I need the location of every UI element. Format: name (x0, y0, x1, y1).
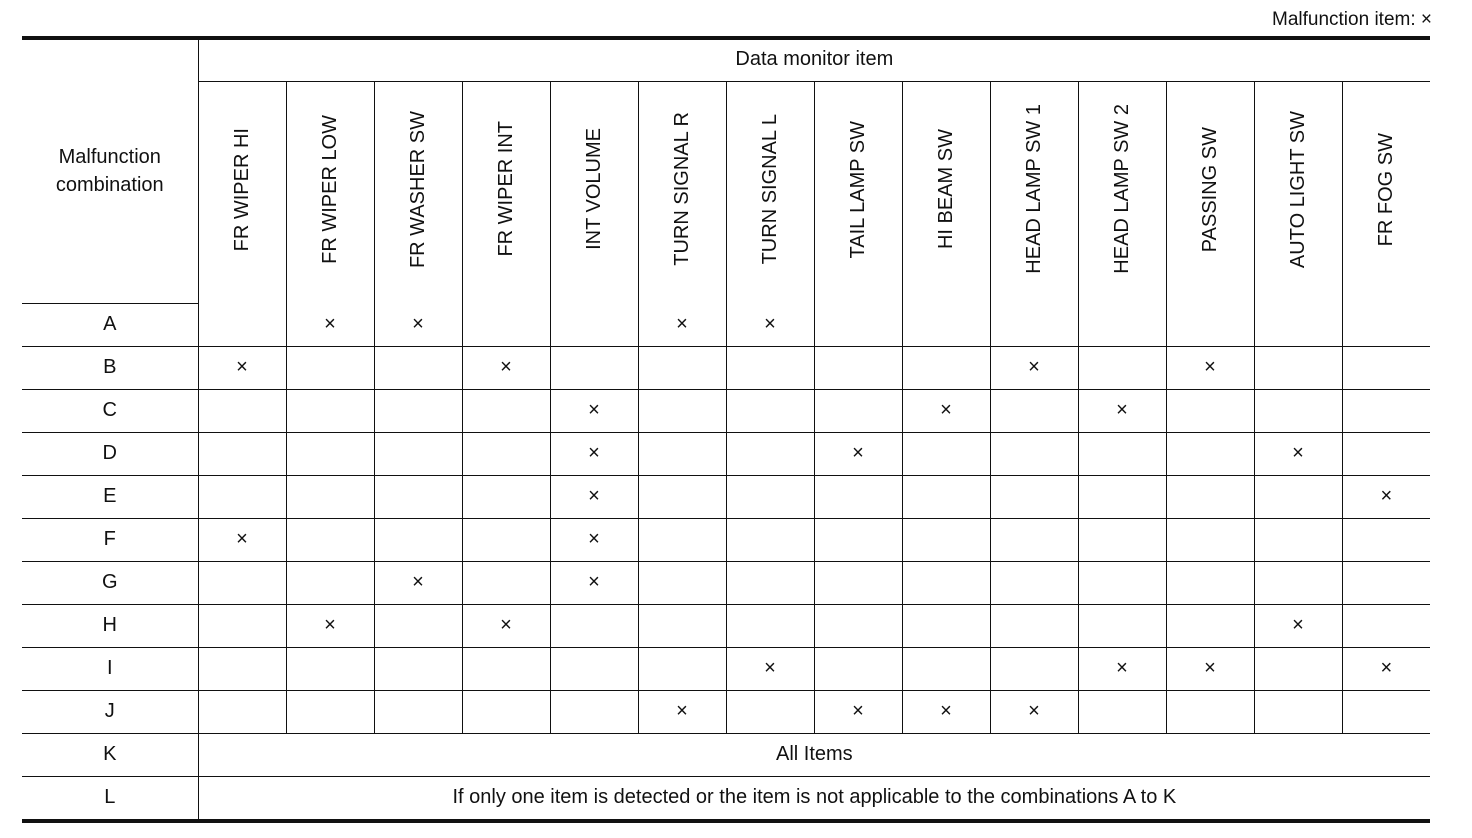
table-row (22, 776, 1430, 819)
empty-cell (1342, 389, 1430, 432)
empty-cell (550, 303, 638, 346)
empty-cell (462, 518, 550, 561)
empty-cell (286, 389, 374, 432)
empty-cell (1078, 346, 1166, 389)
column-header-row (22, 81, 1430, 303)
empty-cell (374, 690, 462, 733)
empty-cell (814, 475, 902, 518)
malfunction-mark: × (814, 432, 902, 475)
empty-cell (198, 647, 286, 690)
empty-cell (638, 647, 726, 690)
malfunction-mark: × (990, 690, 1078, 733)
table-row (22, 690, 1430, 733)
empty-cell (1342, 561, 1430, 604)
empty-cell (814, 389, 902, 432)
row-label: K (22, 733, 198, 776)
empty-cell (726, 346, 814, 389)
combination-header-line1: Malfunction (58, 145, 161, 168)
empty-cell (1254, 690, 1342, 733)
row-span-text: If only one item is detected or the item is not applicable to the combinations A to K (198, 776, 1430, 819)
empty-cell (726, 389, 814, 432)
empty-cell (462, 389, 550, 432)
malfunction-mark: × (198, 346, 286, 389)
empty-cell (814, 647, 902, 690)
empty-cell (638, 432, 726, 475)
empty-cell (1166, 604, 1254, 647)
table-row (22, 733, 1430, 776)
malfunction-mark: × (550, 475, 638, 518)
empty-cell (1254, 518, 1342, 561)
malfunction-mark: × (1342, 475, 1430, 518)
empty-cell (638, 475, 726, 518)
malfunction-mark: × (462, 604, 550, 647)
empty-cell (1342, 518, 1430, 561)
column-header (1166, 81, 1254, 303)
data-monitor-group-header: Data monitor item (198, 39, 1430, 81)
empty-cell (1078, 604, 1166, 647)
empty-cell (902, 303, 990, 346)
empty-cell (286, 475, 374, 518)
malfunction-mark: × (1166, 647, 1254, 690)
empty-cell (990, 561, 1078, 604)
table-header (22, 39, 1430, 303)
malfunction-mark: × (814, 690, 902, 733)
empty-cell (814, 604, 902, 647)
malfunction-mark: × (198, 518, 286, 561)
empty-cell (902, 475, 990, 518)
empty-cell (638, 518, 726, 561)
empty-cell (286, 518, 374, 561)
empty-cell (1254, 346, 1342, 389)
empty-cell (1078, 690, 1166, 733)
empty-cell (198, 432, 286, 475)
row-label: G (22, 561, 198, 604)
empty-cell (902, 647, 990, 690)
empty-cell (198, 475, 286, 518)
empty-cell (902, 561, 990, 604)
empty-cell (550, 346, 638, 389)
empty-cell (374, 604, 462, 647)
column-header-label: PASSING SW (1199, 126, 1221, 252)
empty-cell (638, 389, 726, 432)
column-header (902, 81, 990, 303)
empty-cell (198, 690, 286, 733)
row-label: B (22, 346, 198, 389)
table-bottom-rule (22, 819, 1430, 823)
table-row (22, 303, 1430, 346)
empty-cell (550, 690, 638, 733)
column-header-label: AUTO LIGHT SW (1287, 110, 1309, 268)
empty-cell (1342, 346, 1430, 389)
empty-cell (198, 604, 286, 647)
empty-cell (1342, 432, 1430, 475)
empty-cell (1166, 303, 1254, 346)
empty-cell (726, 561, 814, 604)
malfunction-mark: × (638, 690, 726, 733)
empty-cell (1078, 518, 1166, 561)
empty-cell (1342, 604, 1430, 647)
column-header (1078, 81, 1166, 303)
malfunction-mark: × (726, 647, 814, 690)
malfunction-mark: × (550, 432, 638, 475)
empty-cell (374, 346, 462, 389)
empty-cell (198, 303, 286, 346)
empty-cell (990, 647, 1078, 690)
empty-cell (1166, 432, 1254, 475)
column-header-label: FR WIPER INT (495, 121, 517, 258)
empty-cell (462, 475, 550, 518)
column-header-label: HEAD LAMP SW 1 (1023, 104, 1045, 275)
malfunction-combination-table (22, 39, 1430, 819)
row-span-text: All Items (198, 733, 1430, 776)
empty-cell (814, 303, 902, 346)
empty-cell (1078, 475, 1166, 518)
combination-column-header (22, 39, 198, 303)
empty-cell (814, 518, 902, 561)
malfunction-mark: × (462, 346, 550, 389)
row-label: I (22, 647, 198, 690)
empty-cell (550, 647, 638, 690)
column-header (1254, 81, 1342, 303)
empty-cell (814, 346, 902, 389)
empty-cell (286, 690, 374, 733)
empty-cell (374, 432, 462, 475)
table-row (22, 432, 1430, 475)
malfunction-mark: × (1078, 647, 1166, 690)
malfunction-mark: × (1254, 432, 1342, 475)
empty-cell (1166, 561, 1254, 604)
malfunction-mark: × (1078, 389, 1166, 432)
column-header-label: INT VOLUME (583, 128, 605, 251)
empty-cell (286, 561, 374, 604)
empty-cell (638, 346, 726, 389)
column-header-label: FR FOG SW (1375, 132, 1398, 246)
empty-cell (726, 690, 814, 733)
empty-cell (990, 475, 1078, 518)
table-row (22, 475, 1430, 518)
malfunction-mark: × (990, 346, 1078, 389)
empty-cell (902, 346, 990, 389)
row-label: D (22, 432, 198, 475)
combination-header-line2: combination (55, 173, 164, 196)
column-header (462, 81, 550, 303)
empty-cell (1342, 303, 1430, 346)
column-header-label: FR WASHER SW (407, 110, 429, 268)
column-header (990, 81, 1078, 303)
empty-cell (902, 432, 990, 475)
empty-cell (1254, 647, 1342, 690)
column-header (374, 81, 462, 303)
malfunction-mark: × (374, 303, 462, 346)
empty-cell (726, 432, 814, 475)
malfunction-mark: × (286, 303, 374, 346)
table-row (22, 389, 1430, 432)
empty-cell (198, 561, 286, 604)
empty-cell (462, 561, 550, 604)
table-row (22, 561, 1430, 604)
column-header (286, 81, 374, 303)
empty-cell (902, 604, 990, 647)
empty-cell (1166, 389, 1254, 432)
empty-cell (550, 604, 638, 647)
column-header-label: TURN SIGNAL L (759, 114, 781, 265)
malfunction-mark: × (1254, 604, 1342, 647)
empty-cell (1078, 432, 1166, 475)
empty-cell (1254, 303, 1342, 346)
malfunction-mark: × (550, 389, 638, 432)
empty-cell (990, 389, 1078, 432)
column-header-label: FR WIPER HI (231, 127, 253, 251)
empty-cell (726, 604, 814, 647)
row-label: H (22, 604, 198, 647)
malfunction-legend: Malfunction item: × (1272, 9, 1432, 30)
empty-cell (286, 346, 374, 389)
empty-cell (814, 561, 902, 604)
column-header (726, 81, 814, 303)
column-header (550, 81, 638, 303)
row-label: A (22, 303, 198, 346)
empty-cell (462, 690, 550, 733)
empty-cell (1254, 389, 1342, 432)
empty-cell (1254, 561, 1342, 604)
empty-cell (990, 518, 1078, 561)
column-header (814, 81, 902, 303)
empty-cell (374, 475, 462, 518)
malfunction-mark: × (638, 303, 726, 346)
column-header-label: TAIL LAMP SW (847, 120, 869, 258)
empty-cell (726, 518, 814, 561)
malfunction-mark: × (902, 690, 990, 733)
empty-cell (1166, 475, 1254, 518)
empty-cell (990, 432, 1078, 475)
row-label: L (22, 776, 198, 819)
empty-cell (462, 647, 550, 690)
empty-cell (1166, 518, 1254, 561)
empty-cell (990, 604, 1078, 647)
empty-cell (198, 389, 286, 432)
malfunction-mark: × (550, 518, 638, 561)
table-row (22, 518, 1430, 561)
table-row (22, 604, 1430, 647)
malfunction-mark: × (1166, 346, 1254, 389)
malfunction-mark: × (1342, 647, 1430, 690)
malfunction-mark: × (550, 561, 638, 604)
malfunction-mark: × (374, 561, 462, 604)
row-label: C (22, 389, 198, 432)
column-header-label: HI BEAM SW (935, 129, 957, 250)
empty-cell (638, 604, 726, 647)
empty-cell (374, 647, 462, 690)
empty-cell (374, 518, 462, 561)
column-header (198, 81, 286, 303)
empty-cell (462, 432, 550, 475)
column-header (638, 81, 726, 303)
empty-cell (374, 389, 462, 432)
empty-cell (902, 518, 990, 561)
column-header (1342, 81, 1430, 303)
empty-cell (726, 475, 814, 518)
empty-cell (286, 432, 374, 475)
empty-cell (1078, 561, 1166, 604)
empty-cell (990, 303, 1078, 346)
row-label: E (22, 475, 198, 518)
row-label: F (22, 518, 198, 561)
malfunction-mark: × (726, 303, 814, 346)
empty-cell (1254, 475, 1342, 518)
malfunction-mark: × (902, 389, 990, 432)
empty-cell (1166, 690, 1254, 733)
column-header-label: FR WIPER LOW (319, 114, 341, 264)
table-body (22, 303, 1430, 819)
row-label: J (22, 690, 198, 733)
empty-cell (286, 647, 374, 690)
table-row (22, 346, 1430, 389)
empty-cell (1078, 303, 1166, 346)
malfunction-mark: × (286, 604, 374, 647)
table-row (22, 647, 1430, 690)
column-header-label: TURN SIGNAL R (671, 112, 693, 267)
empty-cell (638, 561, 726, 604)
empty-cell (1342, 690, 1430, 733)
empty-cell (462, 303, 550, 346)
column-header-label: HEAD LAMP SW 2 (1111, 104, 1133, 275)
